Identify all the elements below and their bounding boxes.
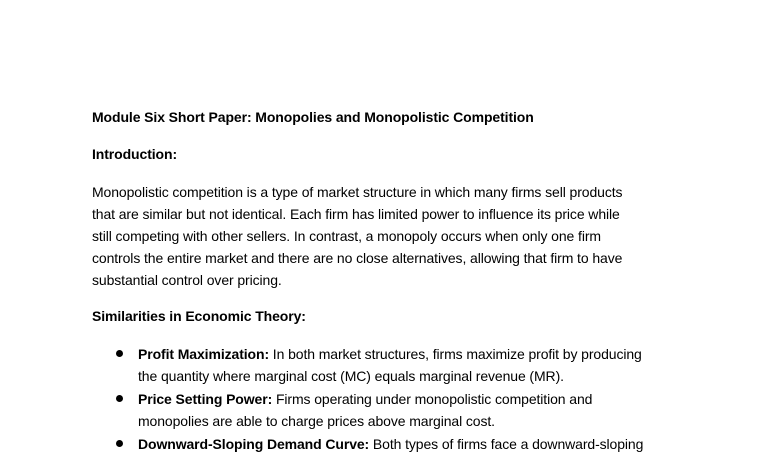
document-title: Module Six Short Paper: Monopolies and Monopolistic Competition — [92, 109, 534, 125]
bullet-icon — [116, 440, 123, 447]
section-heading-similarities: Similarities in Economic Theory: — [92, 308, 306, 324]
list-item — [92, 388, 702, 432]
document-body — [92, 107, 702, 456]
paragraph-line: still competing with other sellers. In contrast, a monopoly occurs when only one firm — [92, 228, 601, 244]
list-item — [92, 433, 702, 455]
list-item-term: Profit Maximization: — [138, 346, 270, 362]
similarities-list — [92, 343, 702, 455]
paragraph-line: Monopolistic competition is a type of market structure in which many firms sell products — [92, 184, 623, 200]
list-item-line — [138, 433, 702, 455]
introduction-paragraph — [92, 181, 702, 291]
section-heading-introduction: Introduction: — [92, 146, 178, 162]
list-item-text: In both market structures, firms maximize profit by producing — [269, 346, 642, 362]
paragraph-line: controls the entire market and there are no close alternatives, allowing that firm to have — [92, 250, 623, 266]
list-item-line — [138, 388, 702, 410]
list-item-line: the quantity where marginal cost (MC) equals marginal revenue (MR). — [138, 368, 564, 384]
bullet-icon — [116, 350, 123, 357]
list-item-line: monopolies are able to charge prices above marginal cost. — [138, 413, 495, 429]
bullet-icon — [116, 395, 123, 402]
list-item-term: Downward-Sloping Demand Curve: — [138, 436, 370, 452]
list-item — [92, 343, 702, 387]
list-item-term: Price Setting Power: — [138, 391, 273, 407]
list-item-text: Both types of firms face a downward-sloping — [369, 436, 644, 452]
paragraph-line: that are similar but not identical. Each firm has limited power to influence its price while — [92, 206, 620, 222]
list-item-text: Firms operating under monopolistic competition and — [272, 391, 593, 407]
paragraph-line: substantial control over pricing. — [92, 272, 282, 288]
list-item-line — [138, 343, 702, 365]
